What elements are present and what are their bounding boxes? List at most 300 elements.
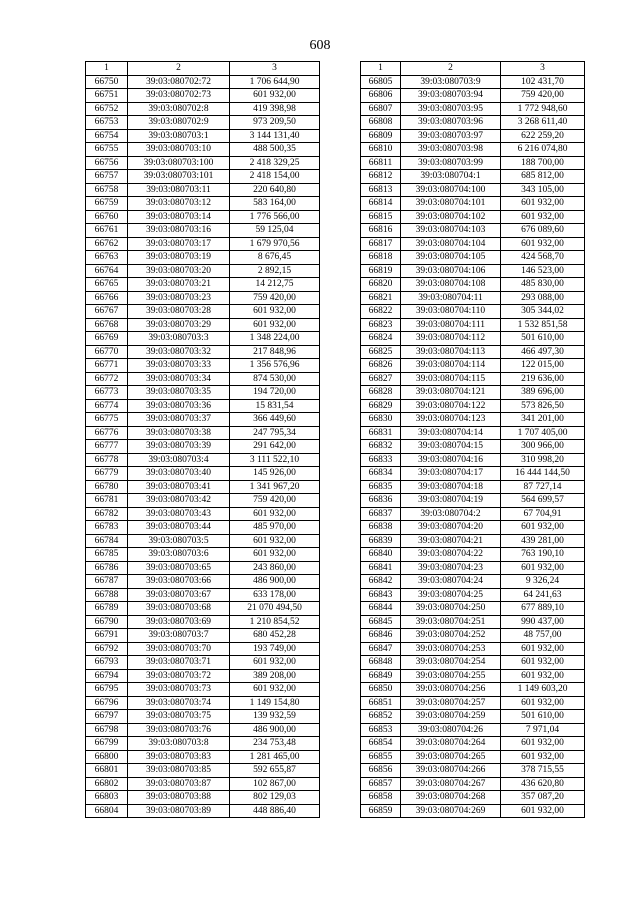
cadastral-number-cell: 39:03:080703:5 [128, 534, 230, 548]
row-number-cell: 66764 [86, 264, 128, 278]
table-row [86, 750, 320, 764]
row-number-cell: 66771 [86, 359, 128, 373]
registry-table-right [360, 61, 585, 818]
cadastral-number-cell: 39:03:080703:38 [128, 426, 230, 440]
row-number-cell: 66781 [86, 494, 128, 508]
table-row [361, 237, 585, 251]
value-cell: 759 420,00 [501, 89, 585, 103]
value-cell: 424 568,70 [501, 251, 585, 265]
table-row [361, 723, 585, 737]
value-cell: 220 640,80 [230, 183, 320, 197]
table-row [361, 332, 585, 346]
cadastral-number-cell: 39:03:080703:101 [128, 170, 230, 184]
row-number-cell: 66846 [361, 629, 401, 643]
value-cell: 389 208,00 [230, 669, 320, 683]
value-cell: 439 281,00 [501, 534, 585, 548]
value-cell: 601 932,00 [501, 197, 585, 211]
row-number-cell: 66785 [86, 548, 128, 562]
table-row [86, 386, 320, 400]
table-row [361, 372, 585, 386]
value-cell: 485 970,00 [230, 521, 320, 535]
row-number-cell: 66842 [361, 575, 401, 589]
value-cell: 485 830,00 [501, 278, 585, 292]
cadastral-number-cell: 39:03:080703:41 [128, 480, 230, 494]
table-row [361, 629, 585, 643]
row-number-cell: 66839 [361, 534, 401, 548]
value-cell: 64 241,63 [501, 588, 585, 602]
value-cell: 139 932,59 [230, 710, 320, 724]
cadastral-number-cell: 39:03:080702:9 [128, 116, 230, 130]
row-number-cell: 66778 [86, 453, 128, 467]
table-row [361, 440, 585, 454]
table-row [361, 521, 585, 535]
table-row [86, 791, 320, 805]
table-row [86, 170, 320, 184]
cadastral-number-cell: 39:03:080704:112 [401, 332, 501, 346]
table-row [361, 291, 585, 305]
row-number-cell: 66854 [361, 737, 401, 751]
row-number-cell: 66768 [86, 318, 128, 332]
value-cell: 486 900,00 [230, 575, 320, 589]
table-row [361, 426, 585, 440]
cadastral-number-cell: 39:03:080704:121 [401, 386, 501, 400]
table-row [86, 251, 320, 265]
row-number-cell: 66792 [86, 642, 128, 656]
table-row [86, 521, 320, 535]
cadastral-number-cell: 39:03:080703:17 [128, 237, 230, 251]
row-number-cell: 66752 [86, 102, 128, 116]
row-number-cell: 66776 [86, 426, 128, 440]
cadastral-number-cell: 39:03:080704:115 [401, 372, 501, 386]
value-cell: 592 655,87 [230, 764, 320, 778]
value-cell: 217 848,96 [230, 345, 320, 359]
cadastral-number-cell: 39:03:080703:99 [401, 156, 501, 170]
cadastral-number-cell: 39:03:080704:267 [401, 777, 501, 791]
row-number-cell: 66808 [361, 116, 401, 130]
value-cell: 601 932,00 [501, 521, 585, 535]
row-number-cell: 66789 [86, 602, 128, 616]
table-row [361, 615, 585, 629]
row-number-cell: 66775 [86, 413, 128, 427]
row-number-cell: 66791 [86, 629, 128, 643]
row-number-cell: 66787 [86, 575, 128, 589]
table-row [86, 561, 320, 575]
row-number-cell: 66814 [361, 197, 401, 211]
table-row [86, 413, 320, 427]
row-number-cell: 66822 [361, 305, 401, 319]
value-cell: 601 932,00 [230, 548, 320, 562]
cadastral-number-cell: 39:03:080704:2 [401, 507, 501, 521]
table-row [361, 170, 585, 184]
value-cell: 188 700,00 [501, 156, 585, 170]
table-row [86, 156, 320, 170]
row-number-cell: 66765 [86, 278, 128, 292]
row-number-cell: 66813 [361, 183, 401, 197]
table-row [86, 102, 320, 116]
table-row [86, 629, 320, 643]
row-number-cell: 66770 [86, 345, 128, 359]
row-number-cell: 66779 [86, 467, 128, 481]
value-cell: 102 431,70 [501, 75, 585, 89]
value-cell: 601 932,00 [501, 696, 585, 710]
column-header: 2 [128, 62, 230, 76]
cadastral-number-cell: 39:03:080704:265 [401, 750, 501, 764]
row-number-cell: 66795 [86, 683, 128, 697]
table-row [361, 264, 585, 278]
cadastral-number-cell: 39:03:080703:19 [128, 251, 230, 265]
cadastral-number-cell: 39:03:080704:255 [401, 669, 501, 683]
row-number-cell: 66762 [86, 237, 128, 251]
row-number-cell: 66794 [86, 669, 128, 683]
cadastral-number-cell: 39:03:080703:23 [128, 291, 230, 305]
cadastral-number-cell: 39:03:080703:11 [128, 183, 230, 197]
cadastral-number-cell: 39:03:080704:100 [401, 183, 501, 197]
value-cell: 1 149 603,20 [501, 683, 585, 697]
value-cell: 601 932,00 [501, 750, 585, 764]
row-number-cell: 66848 [361, 656, 401, 670]
row-number-cell: 66767 [86, 305, 128, 319]
table-row [86, 602, 320, 616]
value-cell: 466 497,30 [501, 345, 585, 359]
row-number-cell: 66811 [361, 156, 401, 170]
cadastral-number-cell: 39:03:080703:9 [401, 75, 501, 89]
row-number-cell: 66758 [86, 183, 128, 197]
cadastral-number-cell: 39:03:080703:85 [128, 764, 230, 778]
value-cell: 601 932,00 [230, 89, 320, 103]
cadastral-number-cell: 39:03:080704:24 [401, 575, 501, 589]
cadastral-number-cell: 39:03:080703:16 [128, 224, 230, 238]
table-row [86, 764, 320, 778]
row-number-cell: 66796 [86, 696, 128, 710]
table-row [86, 264, 320, 278]
table-row [86, 696, 320, 710]
cadastral-number-cell: 39:03:080703:96 [401, 116, 501, 130]
value-cell: 622 259,20 [501, 129, 585, 143]
value-cell: 759 420,00 [230, 494, 320, 508]
table-row [86, 804, 320, 818]
cadastral-number-cell: 39:03:080703:35 [128, 386, 230, 400]
cadastral-number-cell: 39:03:080703:75 [128, 710, 230, 724]
value-cell: 310 998,20 [501, 453, 585, 467]
cadastral-number-cell: 39:03:080704:259 [401, 710, 501, 724]
cadastral-number-cell: 39:03:080704:114 [401, 359, 501, 373]
row-number-cell: 66790 [86, 615, 128, 629]
table-row [361, 156, 585, 170]
row-number-cell: 66855 [361, 750, 401, 764]
cadastral-number-cell: 39:03:080704:269 [401, 804, 501, 818]
value-cell: 488 500,35 [230, 143, 320, 157]
table-row [361, 737, 585, 751]
cadastral-number-cell: 39:03:080703:4 [128, 453, 230, 467]
cadastral-number-cell: 39:03:080704:25 [401, 588, 501, 602]
value-cell: 234 753,48 [230, 737, 320, 751]
column-header: 1 [361, 62, 401, 76]
table-row [361, 750, 585, 764]
row-number-cell: 66834 [361, 467, 401, 481]
row-number-cell: 66852 [361, 710, 401, 724]
table-row [361, 210, 585, 224]
table-row [86, 305, 320, 319]
value-cell: 564 699,57 [501, 494, 585, 508]
value-cell: 2 892,15 [230, 264, 320, 278]
row-number-cell: 66763 [86, 251, 128, 265]
value-cell: 685 812,00 [501, 170, 585, 184]
table-row [86, 399, 320, 413]
cadastral-number-cell: 39:03:080703:98 [401, 143, 501, 157]
cadastral-number-cell: 39:03:080704:266 [401, 764, 501, 778]
cadastral-number-cell: 39:03:080704:101 [401, 197, 501, 211]
table-row [86, 507, 320, 521]
value-cell: 3 268 611,40 [501, 116, 585, 130]
row-number-cell: 66809 [361, 129, 401, 143]
value-cell: 21 070 494,50 [230, 602, 320, 616]
cadastral-number-cell: 39:03:080704:103 [401, 224, 501, 238]
cadastral-number-cell: 39:03:080704:15 [401, 440, 501, 454]
value-cell: 366 449,60 [230, 413, 320, 427]
cadastral-number-cell: 39:03:080703:44 [128, 521, 230, 535]
row-number-cell: 66841 [361, 561, 401, 575]
cadastral-number-cell: 39:03:080704:111 [401, 318, 501, 332]
value-cell: 1 679 970,56 [230, 237, 320, 251]
row-number-cell: 66799 [86, 737, 128, 751]
value-cell: 448 886,40 [230, 804, 320, 818]
table-row [86, 534, 320, 548]
row-number-cell: 66754 [86, 129, 128, 143]
row-number-cell: 66815 [361, 210, 401, 224]
cadastral-number-cell: 39:03:080703:12 [128, 197, 230, 211]
table-row [86, 237, 320, 251]
row-number-cell: 66836 [361, 494, 401, 508]
row-number-cell: 66806 [361, 89, 401, 103]
cadastral-number-cell: 39:03:080702:8 [128, 102, 230, 116]
cadastral-number-cell: 39:03:080702:72 [128, 75, 230, 89]
cadastral-number-cell: 39:03:080703:32 [128, 345, 230, 359]
row-number-cell: 66786 [86, 561, 128, 575]
table-row [361, 534, 585, 548]
value-cell: 1 356 576,96 [230, 359, 320, 373]
row-number-cell: 66835 [361, 480, 401, 494]
table-row [361, 804, 585, 818]
value-cell: 1 149 154,80 [230, 696, 320, 710]
registry-table-left [85, 61, 320, 818]
row-number-cell: 66858 [361, 791, 401, 805]
cadastral-number-cell: 39:03:080703:68 [128, 602, 230, 616]
table-row [361, 494, 585, 508]
table-row [86, 318, 320, 332]
table-header-row [361, 62, 585, 76]
table-row [361, 197, 585, 211]
value-cell: 601 932,00 [501, 656, 585, 670]
cadastral-number-cell: 39:03:080704:256 [401, 683, 501, 697]
table-row [86, 575, 320, 589]
value-cell: 501 610,00 [501, 332, 585, 346]
value-cell: 802 129,03 [230, 791, 320, 805]
value-cell: 601 932,00 [501, 210, 585, 224]
row-number-cell: 66756 [86, 156, 128, 170]
value-cell: 6 216 074,80 [501, 143, 585, 157]
value-cell: 1 707 405,00 [501, 426, 585, 440]
row-number-cell: 66849 [361, 669, 401, 683]
value-cell: 419 398,98 [230, 102, 320, 116]
value-cell: 436 620,80 [501, 777, 585, 791]
value-cell: 874 530,00 [230, 372, 320, 386]
value-cell: 341 201,00 [501, 413, 585, 427]
table-row [86, 291, 320, 305]
table-row [361, 777, 585, 791]
value-cell: 501 610,00 [501, 710, 585, 724]
table-row [86, 210, 320, 224]
column-header: 2 [401, 62, 501, 76]
cadastral-number-cell: 39:03:080703:100 [128, 156, 230, 170]
table-row [86, 197, 320, 211]
value-cell: 677 889,10 [501, 602, 585, 616]
row-number-cell: 66827 [361, 372, 401, 386]
row-number-cell: 66810 [361, 143, 401, 157]
cadastral-number-cell: 39:03:080704:19 [401, 494, 501, 508]
value-cell: 15 831,54 [230, 399, 320, 413]
cadastral-number-cell: 39:03:080704:18 [401, 480, 501, 494]
cadastral-number-cell: 39:03:080704:14 [401, 426, 501, 440]
cadastral-number-cell: 39:03:080704:252 [401, 629, 501, 643]
row-number-cell: 66832 [361, 440, 401, 454]
cadastral-number-cell: 39:03:080704:251 [401, 615, 501, 629]
value-cell: 990 437,00 [501, 615, 585, 629]
value-cell: 378 715,55 [501, 764, 585, 778]
table-row [86, 116, 320, 130]
value-cell: 973 209,50 [230, 116, 320, 130]
value-cell: 601 932,00 [501, 737, 585, 751]
table-row [361, 224, 585, 238]
table-row [361, 764, 585, 778]
cadastral-number-cell: 39:03:080703:87 [128, 777, 230, 791]
table-row [86, 278, 320, 292]
cadastral-number-cell: 39:03:080703:72 [128, 669, 230, 683]
table-header-row [86, 62, 320, 76]
column-header: 3 [501, 62, 585, 76]
table-row [361, 143, 585, 157]
row-number-cell: 66782 [86, 507, 128, 521]
table-row [86, 656, 320, 670]
value-cell: 601 932,00 [501, 642, 585, 656]
value-cell: 763 190,10 [501, 548, 585, 562]
cadastral-number-cell: 39:03:080703:28 [128, 305, 230, 319]
table-row [361, 710, 585, 724]
cadastral-number-cell: 39:03:080703:14 [128, 210, 230, 224]
cadastral-number-cell: 39:03:080703:88 [128, 791, 230, 805]
cadastral-number-cell: 39:03:080703:33 [128, 359, 230, 373]
table-row [361, 251, 585, 265]
row-number-cell: 66777 [86, 440, 128, 454]
value-cell: 293 088,00 [501, 291, 585, 305]
row-number-cell: 66788 [86, 588, 128, 602]
value-cell: 601 932,00 [230, 534, 320, 548]
cadastral-number-cell: 39:03:080703:40 [128, 467, 230, 481]
cadastral-number-cell: 39:03:080703:37 [128, 413, 230, 427]
value-cell: 146 523,00 [501, 264, 585, 278]
row-number-cell: 66760 [86, 210, 128, 224]
value-cell: 573 826,50 [501, 399, 585, 413]
table-row [86, 710, 320, 724]
value-cell: 243 860,00 [230, 561, 320, 575]
table-row [86, 588, 320, 602]
cadastral-number-cell: 39:03:080704:20 [401, 521, 501, 535]
cadastral-number-cell: 39:03:080703:8 [128, 737, 230, 751]
value-cell: 305 344,02 [501, 305, 585, 319]
value-cell: 2 418 329,25 [230, 156, 320, 170]
row-number-cell: 66798 [86, 723, 128, 737]
row-number-cell: 66772 [86, 372, 128, 386]
table-row [86, 683, 320, 697]
table-row [361, 548, 585, 562]
cadastral-number-cell: 39:03:080703:83 [128, 750, 230, 764]
cadastral-number-cell: 39:03:080703:66 [128, 575, 230, 589]
table-row [361, 602, 585, 616]
row-number-cell: 66755 [86, 143, 128, 157]
value-cell: 1 532 851,58 [501, 318, 585, 332]
cadastral-number-cell: 39:03:080703:65 [128, 561, 230, 575]
table-row [86, 183, 320, 197]
row-number-cell: 66750 [86, 75, 128, 89]
table-row [361, 696, 585, 710]
value-cell: 219 636,00 [501, 372, 585, 386]
row-number-cell: 66833 [361, 453, 401, 467]
cadastral-number-cell: 39:03:080704:110 [401, 305, 501, 319]
table-row [361, 102, 585, 116]
table-row [86, 480, 320, 494]
value-cell: 3 111 522,10 [230, 453, 320, 467]
table-row [86, 494, 320, 508]
table-row [86, 426, 320, 440]
row-number-cell: 66802 [86, 777, 128, 791]
row-number-cell: 66844 [361, 602, 401, 616]
row-number-cell: 66797 [86, 710, 128, 724]
value-cell: 601 932,00 [501, 669, 585, 683]
table-row [86, 467, 320, 481]
table-row [86, 224, 320, 238]
table-row [361, 683, 585, 697]
table-row [361, 129, 585, 143]
value-cell: 102 867,00 [230, 777, 320, 791]
table-body-left [86, 75, 320, 818]
table-row [361, 305, 585, 319]
cadastral-number-cell: 39:03:080703:76 [128, 723, 230, 737]
row-number-cell: 66847 [361, 642, 401, 656]
value-cell: 1 776 566,00 [230, 210, 320, 224]
row-number-cell: 66830 [361, 413, 401, 427]
cadastral-number-cell: 39:03:080703:3 [128, 332, 230, 346]
cadastral-number-cell: 39:03:080704:253 [401, 642, 501, 656]
row-number-cell: 66807 [361, 102, 401, 116]
row-number-cell: 66857 [361, 777, 401, 791]
value-cell: 67 704,91 [501, 507, 585, 521]
table-row [86, 548, 320, 562]
table-row [86, 723, 320, 737]
cadastral-number-cell: 39:03:080704:11 [401, 291, 501, 305]
row-number-cell: 66816 [361, 224, 401, 238]
value-cell: 601 932,00 [230, 683, 320, 697]
table-row [86, 345, 320, 359]
row-number-cell: 66780 [86, 480, 128, 494]
cadastral-number-cell: 39:03:080704:254 [401, 656, 501, 670]
value-cell: 676 089,60 [501, 224, 585, 238]
value-cell: 300 966,00 [501, 440, 585, 454]
row-number-cell: 66824 [361, 332, 401, 346]
table-row [361, 480, 585, 494]
table-row [361, 318, 585, 332]
row-number-cell: 66769 [86, 332, 128, 346]
table-row [361, 791, 585, 805]
value-cell: 601 932,00 [230, 305, 320, 319]
